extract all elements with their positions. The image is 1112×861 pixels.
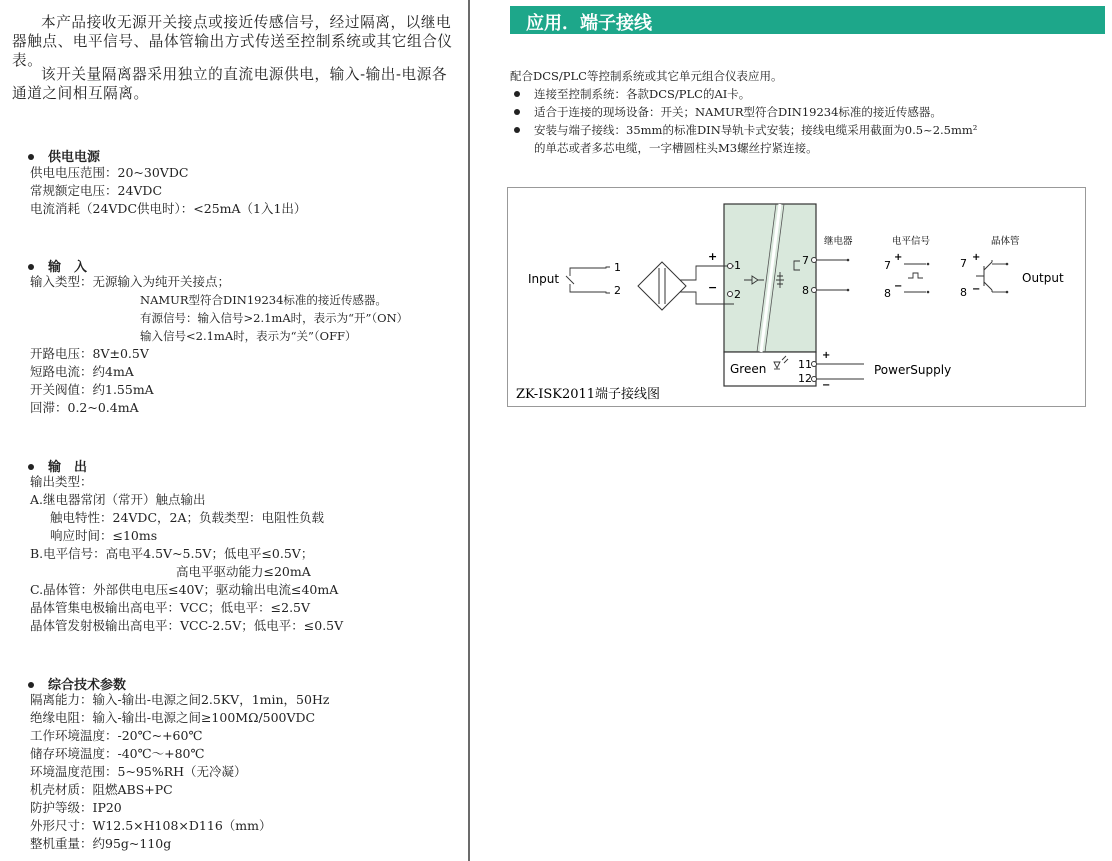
input-line: 短路电流：约4mA — [30, 364, 134, 379]
transistor-terminal-8: 8 — [960, 286, 967, 299]
bullet-icon — [514, 91, 520, 97]
bullet-icon — [28, 154, 34, 160]
power-line: 常规额定电压：24VDC — [30, 183, 163, 198]
output-line: B.电平信号：高电平4.5V~5.5V；低电平≤0.5V； — [30, 546, 314, 561]
spec-line: 整机重量：约95g~110g — [30, 836, 172, 851]
output-terminal-7: 7 — [802, 254, 809, 267]
input-line: 开关阀值：约1.55mA — [30, 382, 154, 397]
output-line: 触电特性：24VDC，2A；负载类型：电阻性负载 — [50, 510, 324, 525]
bullet-icon — [514, 109, 520, 115]
input-label: Input — [528, 272, 560, 286]
terminal-11-screw — [812, 362, 817, 367]
power-plus: + — [822, 350, 831, 361]
application-column — [470, 0, 1112, 861]
spec-line: 绝缘电阻：输入-输出-电源之间≥100MΩ/500VDC — [30, 710, 316, 725]
bullet-icon — [28, 682, 34, 688]
output-label: Output — [1022, 271, 1064, 285]
section-banner: 应用．端子接线 — [510, 6, 1105, 34]
input-line: 有源信号：输入信号>2.1mA时，表示为“开”（ON） — [140, 311, 409, 325]
transistor-minus: − — [972, 284, 981, 295]
spec-column — [0, 0, 468, 861]
sensor-icon — [638, 262, 686, 310]
output-terminal-8: 8 — [802, 284, 809, 297]
power-terminal-12: 12 — [798, 372, 812, 385]
input-line: 输入类型：无源输入为纯开关接点； — [30, 274, 231, 289]
terminal-1-screw — [728, 264, 733, 269]
app-intro: 配合DCS/PLC等控制系统或其它单元组合仪表应用。 — [510, 69, 783, 83]
spec-line: 工作环境温度：-20℃~+60℃ — [30, 728, 203, 743]
input-line: 开路电压：8V±0.5V — [30, 346, 149, 361]
input-terminal-1: 1 — [614, 261, 621, 274]
spec-line: 机壳材质：阻燃ABS+PC — [30, 782, 173, 797]
input-line: 输入信号<2.1mA时，表示为“关”（OFF） — [140, 329, 357, 343]
relay-heading: 继电器 — [824, 236, 853, 247]
spec-line: 外形尺寸：W12.5×H108×D116（mm） — [30, 818, 272, 833]
terminal-2-screw — [728, 292, 733, 297]
output-line: 晶体管发射极输出高电平：VCC-2.5V；低电平：≤0.5V — [30, 618, 344, 633]
input-wire-1 — [570, 267, 610, 276]
power-line: 供电电压范围：20~30VDC — [30, 165, 189, 180]
wiring-diagram — [507, 187, 1086, 407]
transistor-terminal-7: 7 — [960, 257, 967, 270]
output-line: 晶体管集电极输出高电平：VCC；低电平：≤2.5V — [30, 600, 311, 615]
terminal-7-screw — [812, 258, 817, 263]
output-line: A.继电器常闭（常开）触点输出 — [30, 492, 206, 507]
spec-line: 隔离能力：输入-输出-电源之间2.5KV，1min，50Hz — [30, 692, 330, 707]
intro-paragraph-2: 该开关量隔离器采用独立的直流电源供电，输入-输出-电源各通道之间相互隔离。 — [12, 66, 448, 102]
bullet-icon — [28, 264, 34, 270]
module-terminal-1: 1 — [734, 259, 741, 272]
input-line: NAMUR型符合DIN19234标准的接近传感器。 — [140, 293, 387, 307]
specs-section-title: 综合技术参数 — [28, 674, 126, 693]
level-minus: − — [894, 281, 903, 292]
output-line: 高电平驱动能力≤20mA — [176, 564, 311, 579]
pulse-icon — [908, 273, 923, 278]
wiring-diagram-svg — [508, 188, 1085, 406]
app-bullet: 适合于连接的现场设备：开关；NAMUR型符合DIN19234标准的接近传感器。 — [514, 104, 942, 120]
output-line: 输出类型： — [30, 474, 93, 489]
diagram-caption: ZK-ISK2011端子接线图 — [516, 387, 661, 402]
input-terminal-2: 2 — [614, 284, 621, 297]
spec-line: 防护等级：IP20 — [30, 800, 122, 815]
power-terminal-11: 11 — [798, 358, 812, 371]
intro-paragraph-1: 本产品接收无源开关接点或接近传感信号，经过隔离，以继电器触点、电平信号、晶体管输出方式传送至控制系统或其它组合仪表。 — [12, 14, 453, 69]
app-bullet: 连接至控制系统：各款DCS/PLC的AI卡。 — [514, 86, 750, 102]
level-plus: + — [894, 252, 903, 263]
switch-icon — [566, 276, 574, 284]
input-section-title: 输 入 — [28, 256, 87, 275]
level-terminal-7: 7 — [884, 259, 891, 272]
transistor-plus: + — [972, 252, 981, 263]
level-heading: 电平信号 — [892, 236, 931, 247]
power-line: 电流消耗（24VDC供电时）：<25mA（1入1出） — [30, 201, 307, 216]
spec-line: 环境温度范围：5~95%RH（无冷凝） — [30, 764, 247, 779]
output-section-title: 输 出 — [28, 456, 87, 475]
bullet-icon — [514, 127, 520, 133]
transistor-heading: 晶体管 — [991, 236, 1020, 247]
power-minus: − — [822, 380, 831, 391]
power-supply-label: PowerSupply — [874, 363, 952, 377]
minus-sign: − — [708, 281, 718, 294]
spec-line: 储存环境温度：-40℃～+80℃ — [30, 746, 205, 761]
terminal-8-screw — [812, 288, 817, 293]
bullet-icon — [28, 464, 34, 470]
module-terminal-2: 2 — [734, 288, 741, 301]
green-led-label: Green — [730, 362, 767, 376]
app-bullet-cont: 的单芯或者多芯电缆，一字槽圆柱头M3螺丝拧紧连接。 — [534, 141, 818, 155]
terminal-12-screw — [812, 377, 817, 382]
output-line: 响应时间：≤10ms — [50, 528, 158, 543]
app-bullet: 安装与端子接线：35mm的标准DIN导轨卡式安装；接线电缆采用截面为0.5~2.5mm² — [514, 122, 977, 138]
power-section-title: 供电电源 — [28, 146, 100, 165]
input-line: 回滞：0.2~0.4mA — [30, 400, 139, 415]
input-wire-2 — [570, 284, 610, 293]
plus-sign: + — [708, 250, 718, 263]
output-line: C.晶体管：外部供电电压≤40V；驱动输出电流≤40mA — [30, 582, 339, 597]
level-terminal-8: 8 — [884, 287, 891, 300]
